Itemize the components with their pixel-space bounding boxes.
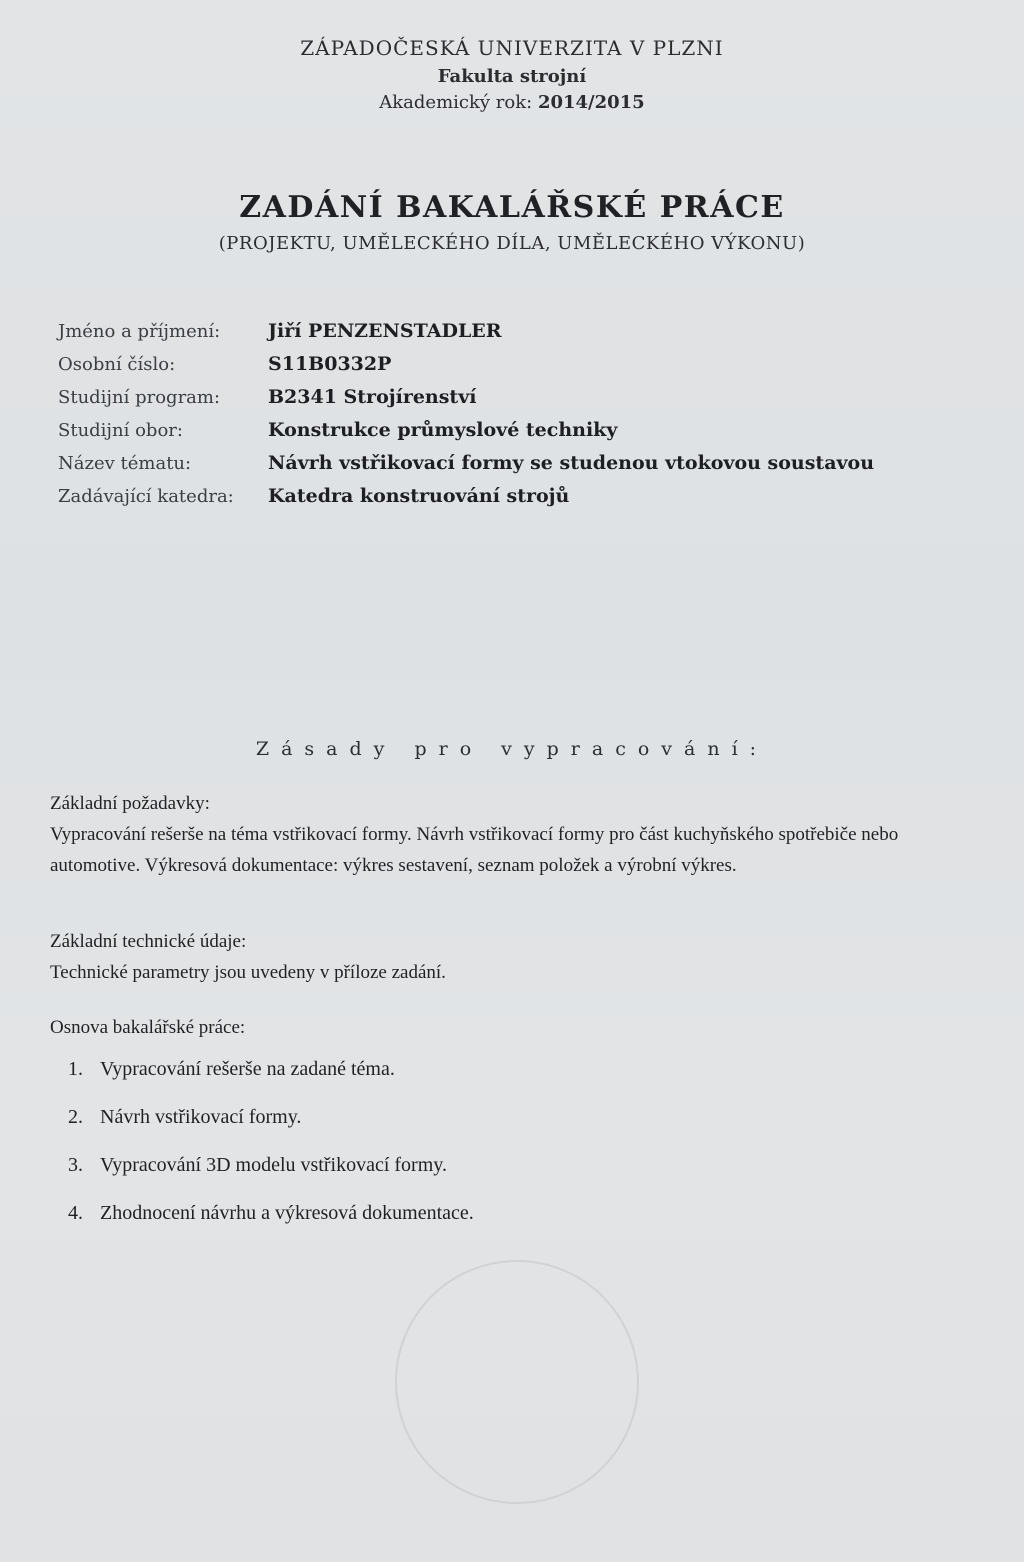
info-value: Návrh vstřikovací formy se studenou vtokovou soustavou [268,452,875,474]
info-value: B2341 Strojírenství [268,386,477,408]
info-label: Zadávající katedra: [58,486,234,507]
info-label: Studijní obor: [58,420,183,441]
academic-year [0,92,1024,113]
basic-requirements-section [50,788,990,881]
info-row-name [58,320,958,353]
info-row-personal-number [58,353,958,386]
info-value: Jiří PENZENSTADLER [268,320,502,342]
technical-data-heading: Základní technické údaje: [50,931,247,952]
document-title: ZADÁNÍ BAKALÁŘSKÉ PRÁCE [239,190,785,225]
faculty-name: Fakulta strojní [437,66,587,87]
info-label: Název tématu: [58,453,192,474]
info-label: Jméno a příjmení: [58,321,221,342]
academic-year-label: Akademický rok: [379,92,533,113]
university-name: ZÁPADOČESKÁ UNIVERZITA V PLZNI [300,36,724,60]
list-item-text: Vypracování 3D modelu vstřikovací formy. [100,1154,447,1176]
list-item-text: Vypracování rešerše na zadané téma. [100,1058,395,1080]
technical-data-text: Technické parametry jsou uvedeny v příloze zadání. [50,962,446,983]
info-value: Katedra konstruování strojů [268,485,570,507]
list-item-number: 4. [68,1202,83,1224]
info-label: Studijní program: [58,387,221,408]
basic-requirements-text: Vypracování rešerše na téma vstřikovací formy. Návrh vstřikovací formy pro část kuchyňského spotřebiče nebo automotive. Výkresová dokumentace: výkres sestavení, seznam položek a výrobní výkres. [50,824,899,876]
list-item-text: Návrh vstřikovací formy. [100,1106,302,1128]
student-info-table [58,320,958,518]
rules-heading: Zásady pro vypracování: [255,738,769,760]
info-value: S11B0332P [268,353,392,375]
document-subtitle: (PROJEKTU, UMĚLECKÉHO DÍLA, UMĚLECKÉHO VÝKONU) [218,233,806,254]
info-label: Osobní číslo: [58,354,176,375]
basic-requirements-heading: Základní požadavky: [50,793,210,814]
outline-list [68,1058,868,1250]
list-item-number: 1. [68,1058,83,1080]
info-row-topic [58,452,958,485]
faded-stamp-outline [395,1260,639,1504]
list-item-number: 2. [68,1106,83,1128]
list-item-number: 3. [68,1154,83,1176]
list-item [68,1106,868,1154]
info-row-study-program [58,386,958,419]
info-value: Konstrukce průmyslové techniky [268,419,618,441]
info-row-department [58,485,958,518]
technical-data-section [50,926,990,988]
list-item [68,1202,868,1250]
list-item [68,1154,868,1202]
academic-year-value: 2014/2015 [537,92,645,113]
outline-heading: Osnova bakalářské práce: [50,1017,246,1038]
info-row-study-field [58,419,958,452]
list-item [68,1058,868,1106]
list-item-text: Zhodnocení návrhu a výkresová dokumentace. [100,1202,474,1224]
